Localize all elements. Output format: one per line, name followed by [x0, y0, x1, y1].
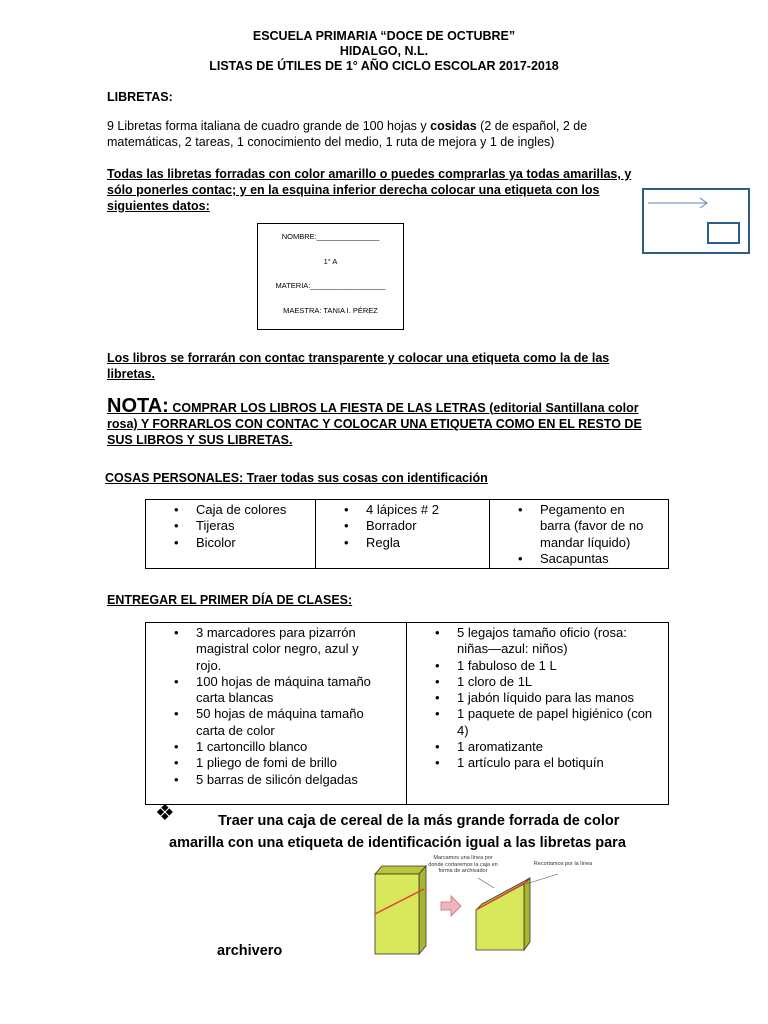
- libretas-cosidas: cosidas: [430, 119, 477, 133]
- box-right-side: [524, 878, 530, 950]
- diamond-bullet-icon: ❖: [155, 800, 175, 825]
- list-item: • 1 cloro de 1L: [457, 674, 656, 690]
- entregar-col-1: [146, 623, 407, 804]
- entregar-heading: ENTREGAR EL PRIMER DÍA DE CLASES:: [107, 593, 353, 607]
- list-item: • 5 legajos tamaño oficio (rosa: niñas—azul: niños): [457, 625, 656, 658]
- illustration-note-right: Recortamos por la línea: [533, 861, 593, 867]
- cereal-line-3: archivero: [217, 943, 283, 959]
- list-item: • 1 fabuloso de 1 L: [457, 658, 656, 674]
- list-item: • 1 cartoncillo blanco: [196, 739, 386, 755]
- list-item: • 50 hojas de máquina tamaño carta de color: [196, 706, 386, 739]
- notebook-diagram: [640, 188, 752, 256]
- box-left-top: [375, 866, 426, 874]
- personales-col-3: [490, 500, 668, 568]
- list-item: • 1 pliego de fomi de brillo: [196, 755, 386, 771]
- list-item: • 1 jabón líquido para las manos: [457, 690, 656, 706]
- personales-col-1: [146, 500, 316, 568]
- list-item: • 1 artículo para el botiquín: [457, 755, 656, 771]
- entregar-table: [145, 622, 669, 805]
- list-item: • Regla: [366, 535, 489, 551]
- nota-text-a: COMPRAR LOS LIBROS LA FIESTA DE LAS LETRAS (: [168, 401, 494, 415]
- box-left-side: [419, 866, 426, 954]
- nota-label: NOTA:: [107, 395, 169, 417]
- list-title: LISTAS DE ÚTILES DE 1° AÑO CICLO ESCOLAR 2017-2018: [209, 59, 559, 73]
- nota-text-b: editorial Santillana color rosa): [107, 401, 639, 431]
- right-arrow-icon: [441, 896, 461, 916]
- list-item: • 5 barras de silicón delgadas: [196, 772, 386, 788]
- illustration-note-left: Marcamos una línea por donde cortaremos la caja en forma de archivador: [428, 855, 498, 874]
- libros-instruction: Los libros se forrarán con contac transparente y colocar una etiqueta como la de las libretas.: [107, 351, 610, 381]
- nota-paragraph: [107, 395, 667, 448]
- list-item: • Caja de colores: [196, 502, 315, 518]
- label-materia: MATERIA:__________________: [275, 281, 386, 290]
- entregar-list-1: [146, 625, 406, 788]
- list-item: • Tijeras: [196, 518, 315, 534]
- list-item: • 1 paquete de papel higiénico (con 4): [457, 706, 656, 739]
- entregar-list-2: [407, 625, 668, 772]
- libretas-paragraph: [107, 118, 607, 150]
- notebook-label-spot: [708, 223, 739, 243]
- personales-col-2: [316, 500, 490, 568]
- list-item: • Borrador: [366, 518, 489, 534]
- personales-list-1: [146, 502, 315, 551]
- cereal-line-2: amarilla con una etiqueta de identificación igual a las libretas para: [169, 835, 626, 851]
- note-pointer-right: [526, 874, 558, 884]
- libretas-heading: LIBRETAS:: [107, 90, 173, 104]
- note-pointer-left: [478, 878, 494, 888]
- libretas-forrar: Todas las libretas forradas con color amarillo o puedes comprarlas ya todas amarillas, y sólo ponerles contac; y en la esquina inferior derecha colocar una etiqueta con los siguientes datos:: [107, 167, 632, 213]
- list-item: • 100 hojas de máquina tamaño carta blancas: [196, 674, 386, 707]
- label-nombre: NOMBRE:_______________: [281, 232, 380, 241]
- list-item: • Bicolor: [196, 535, 315, 551]
- personales-list-3: [490, 502, 668, 567]
- label-grado: 1° A: [323, 257, 338, 266]
- nota-text-c: Y FORRARLOS CON CONTAC Y COLOCAR UNA ETIQUETA COMO EN EL RESTO DE SUS LIBROS Y SUS LIBRETAS.: [107, 417, 642, 447]
- label-maestra: MAESTRA: TANIA I. PÉREZ: [283, 306, 378, 315]
- school-location: HIDALGO, N.L.: [339, 44, 429, 58]
- personales-heading: COSAS PERSONALES: Traer todas sus cosas con identificación: [105, 471, 488, 485]
- libretas-text-b: (2 de español, 2 de matemáticas, 2 tareas, 1 conocimiento del medio, 1 ruta de mejora y 1 de ingles): [107, 119, 588, 149]
- entregar-col-2: [407, 623, 668, 804]
- libretas-text-a: 9 Libretas forma italiana de cuadro grande de 100 hojas y: [107, 119, 431, 133]
- cereal-line-1: Traer una caja de cereal de la más grande forrada de color: [218, 813, 620, 829]
- list-item: • Sacapuntas: [540, 551, 658, 567]
- box-left-front: [375, 874, 419, 954]
- label-sample: [257, 223, 404, 330]
- personales-list-2: [316, 502, 489, 551]
- list-item: • 3 marcadores para pizarrón magistral color negro, azul y rojo.: [196, 625, 386, 674]
- list-item: • 4 lápices # 2: [366, 502, 489, 518]
- list-item: • Pegamento en barra (favor de no mandar líquido): [540, 502, 658, 551]
- personales-table: [145, 499, 669, 569]
- school-name: ESCUELA PRIMARIA “DOCE DE OCTUBRE”: [252, 29, 516, 43]
- list-item: • 1 aromatizante: [457, 739, 656, 755]
